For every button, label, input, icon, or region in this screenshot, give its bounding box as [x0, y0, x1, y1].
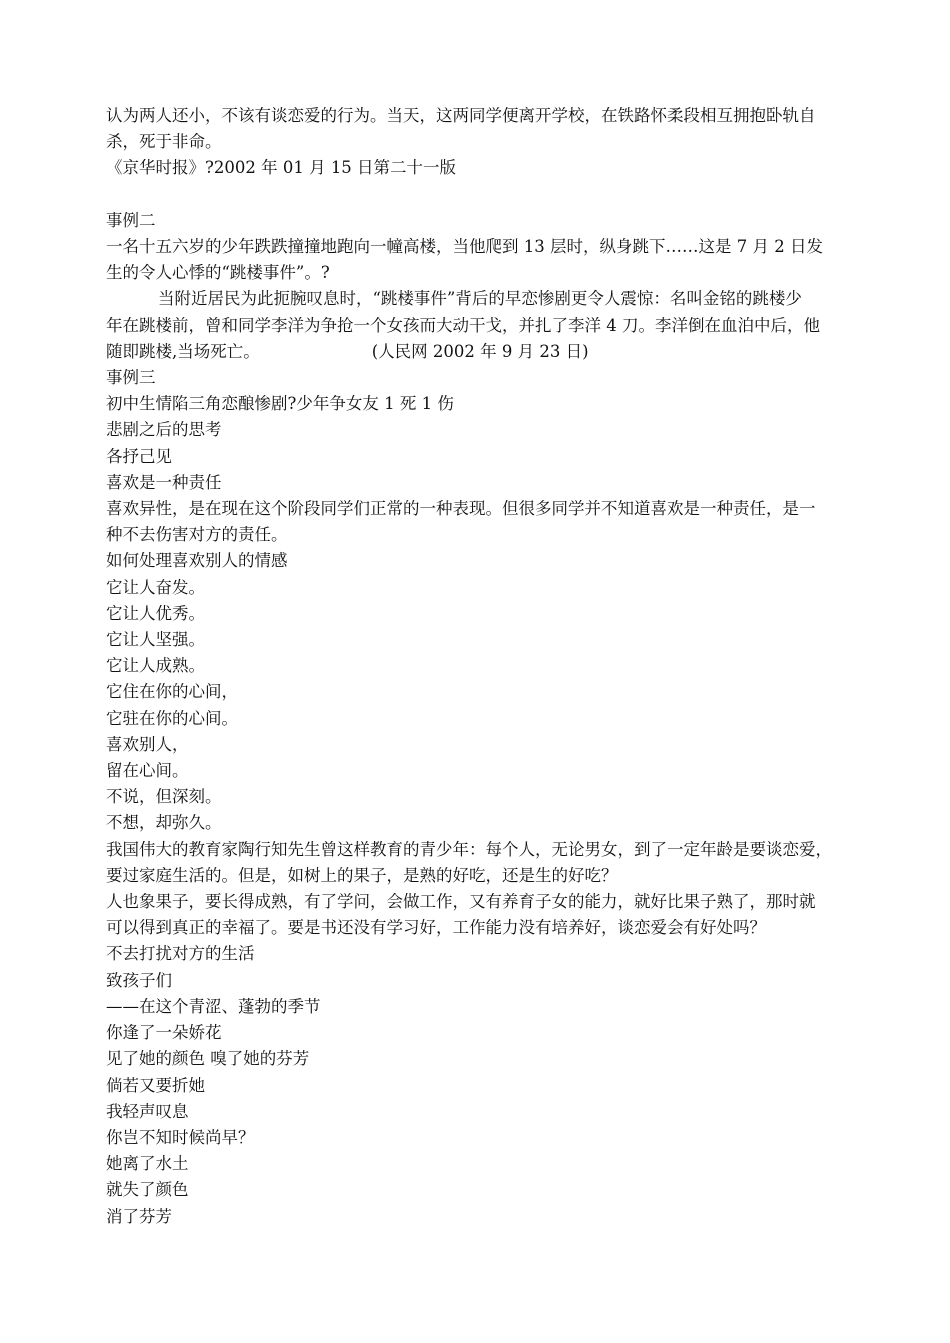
text-line: 致孩子们 [106, 970, 172, 990]
text-line: 各抒己见 [106, 446, 172, 466]
text-line: 你岂不知时候尚早？ [106, 1127, 255, 1147]
text-line: 它驻在你的心间。 [106, 708, 238, 728]
text-line: 可以得到真正的幸福了。要是书还没有学习好，工作能力没有培养好，谈恋爱会有好处吗？ [106, 918, 766, 938]
section-heading: 事例三 [106, 368, 156, 388]
text-line: 它让人成熟。 [106, 656, 205, 676]
blank-line [106, 182, 852, 208]
text-line: 种不去伤害对方的责任。 [106, 525, 288, 545]
source-citation: 《京华时报》?2002 年 01 月 15 日第二十一版 [106, 158, 457, 178]
text-line: 不想，却弥久。 [106, 813, 222, 833]
document-body [106, 103, 852, 1230]
text-line: 一名十五六岁的少年跌跌撞撞地跑向一幢高楼，当他爬到 13 层时，纵身跳下……这是 7 月 2 日发 [106, 237, 823, 256]
text-line: 我轻声叹息 [106, 1101, 189, 1121]
text-line: 喜欢异性，是在现在这个阶段同学们正常的一种表现。但很多同学并不知道喜欢是一种责任，是一 [106, 499, 816, 519]
text-line: 倘若又要折她 [106, 1075, 205, 1095]
text-line: 初中生情陷三角恋酿惨剧?少年争女友 1 死 1 伤 [106, 394, 454, 414]
text-line: 留在心间。 [106, 761, 189, 781]
text-line: ——在这个青涩、蓬勃的季节 [106, 996, 321, 1016]
text-line: 杀，死于非命。 [106, 132, 222, 152]
text-line: 我国伟大的教育家陶行知先生曾这样教育的青少年：每个人，无论男女，到了一定年龄是要谈恋爱， [106, 839, 832, 859]
text-line: 认为两人还小，不该有谈恋爱的行为。当天，这两同学便离开学校，在铁路怀柔段相互拥抱卧轨自 [106, 106, 816, 125]
text-line: 年在跳楼前，曾和同学李洋为争抢一个女孩而大动干戈，并扎了李洋 4 刀。李洋倒在血泊中后，他 [106, 315, 820, 335]
text-line: 它让人奋发。 [106, 577, 205, 597]
text-line: 不去打扰对方的生活 [106, 944, 255, 964]
text-line: 生的令人心悸的“跳楼事件”。? [106, 263, 330, 283]
text-fragment: 随即跳楼,当场死亡。 [106, 341, 260, 361]
text-line: 她离了水土 [106, 1154, 189, 1174]
text-line: 消了芬芳 [106, 1206, 172, 1226]
text-line: 不说，但深刻。 [106, 787, 222, 807]
text-line: 如何处理喜欢别人的情感 [106, 551, 288, 571]
section-heading: 事例二 [106, 210, 156, 230]
text-line: 就失了颜色 [106, 1180, 189, 1200]
text-line: 喜欢别人， [106, 734, 189, 754]
text-line: 它住在你的心间， [106, 682, 238, 702]
text-line: 喜欢是一种责任 [106, 472, 222, 492]
text-line: 悲剧之后的思考 [106, 420, 222, 440]
text-line: 你逢了一朵娇花 [106, 1023, 222, 1043]
text-line: 它让人坚强。 [106, 630, 205, 650]
source-citation: (人民网 2002 年 9 月 23 日) [371, 341, 589, 361]
text-line: 见了她的颜色 嗅了她的芬芳 [106, 1049, 310, 1069]
text-line: 要过家庭生活的。但是，如树上的果子，是熟的好吃，还是生的好吃？ [106, 865, 618, 885]
text-line: 人也象果子，要长得成熟，有了学问，会做工作，又有养育子女的能力，就好比果子熟了，那时就 [106, 892, 816, 912]
text-line [106, 339, 852, 365]
text-line: 它让人优秀。 [106, 603, 205, 623]
text-line: 当附近居民为此扼腕叹息时，“跳楼事件”背后的早恋惨剧更令人震惊：名叫金铭的跳楼少 [158, 289, 802, 309]
